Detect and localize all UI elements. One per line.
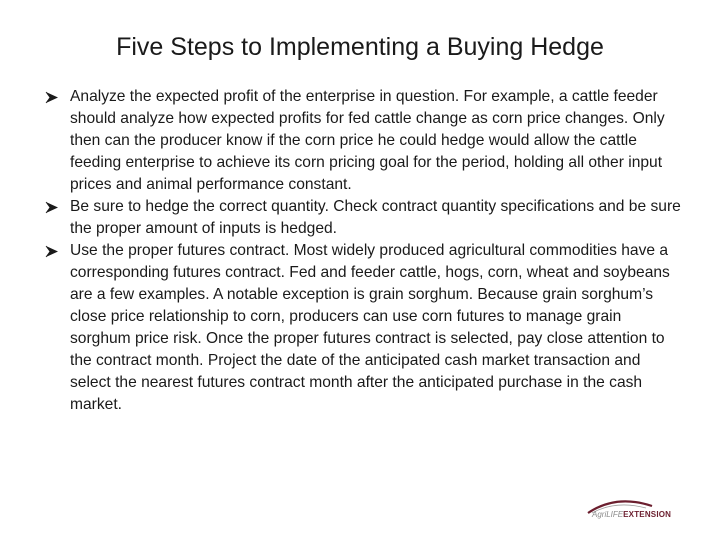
logo-agri: AgriLIFE <box>592 510 624 519</box>
logo-extension: EXTENSION <box>623 510 672 519</box>
bullet-item <box>44 240 684 416</box>
arrow-bullet-icon <box>45 245 59 258</box>
slide-title: Five Steps to Implementing a Buying Hedge <box>116 33 604 61</box>
bullet-list <box>44 86 684 416</box>
logo-wordmark <box>592 510 671 520</box>
arrow-bullet-icon <box>45 91 59 104</box>
arrow-bullet-icon <box>45 201 59 214</box>
bullet-text: Use the proper futures contract. Most widely produced agricultural commodities have a corresponding futures contract. Fed and feeder cattle, hogs, corn, wheat and soybeans are a few examples. A notable exception is grain sorghum. Because grain sorghum’s close price relationship to corn, producers can use corn futures to manage grain sorghum price risk. Once the proper futures contract is selected, pay close attention to the contract month. Project the date of the anticipated cash market transaction and select the nearest futures contract month after the anticipated purchase in the cash market. <box>70 242 670 413</box>
bullet-text: Be sure to hedge the correct quantity. Check contract quantity specifications and be sure the proper amount of inputs is hedged. <box>70 198 681 237</box>
agrilife-extension-logo <box>572 498 672 526</box>
bullet-item <box>44 196 684 240</box>
bullet-item <box>44 86 684 196</box>
bullet-text: Analyze the expected profit of the enterprise in question. For example, a cattle feeder should analyze how expected profits for fed cattle change as corn price changes. Only then can the producer know if the corn price he could hedge would allow the cattle feeding enterprise to achieve its corn pricing goal for the period, holding all other input prices and animal performance constant. <box>70 88 665 193</box>
